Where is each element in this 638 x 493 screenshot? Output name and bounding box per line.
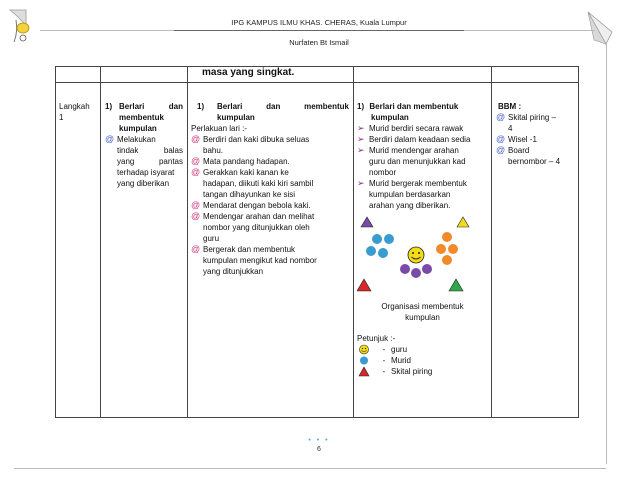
list-item-line: nombor yang ditunjukkan oleh bbox=[203, 223, 310, 232]
content-heading bbox=[105, 101, 183, 112]
continued-text: masa yang singkat. bbox=[202, 67, 295, 78]
list-item bbox=[191, 211, 349, 244]
list-item-line: 4 bbox=[508, 124, 513, 133]
org-heading bbox=[357, 101, 488, 112]
list-item-line: kumpulan mengikut kad nombor bbox=[203, 256, 317, 265]
frame-right-line bbox=[606, 44, 607, 464]
cell-top-empty-4 bbox=[354, 67, 492, 83]
diagram-caption-line-2: kumpulan bbox=[405, 313, 440, 322]
list-item bbox=[191, 167, 349, 200]
content-item-line: Melakukan bbox=[117, 135, 156, 144]
swirl-bullet-icon: @ bbox=[191, 244, 201, 254]
student-circle-legend-icon bbox=[357, 355, 371, 366]
list-item-line: nombor bbox=[369, 168, 397, 177]
list-item-line: Murid mendengar arahan bbox=[369, 146, 459, 155]
legend-row-murid bbox=[357, 355, 488, 366]
materials-title: BBM : bbox=[498, 102, 522, 111]
step-label: Langkah bbox=[59, 102, 90, 111]
page-number: 6 bbox=[317, 446, 321, 453]
swirl-bullet-icon: @ bbox=[191, 134, 201, 144]
list-item-line: tangan dihayunkan ke sisi bbox=[203, 190, 296, 199]
activity-heading-word-2: dan bbox=[266, 102, 281, 111]
cell-step bbox=[56, 83, 101, 418]
org-heading-text: Berlari dan membentuk bbox=[369, 102, 459, 111]
activity-list bbox=[191, 134, 349, 277]
cell-top-empty-5 bbox=[492, 67, 579, 83]
swirl-bullet-icon: @ bbox=[105, 134, 115, 144]
list-item-line: hadapan, diikuti kaki kiri sambil bbox=[203, 179, 314, 188]
swirl-bullet-icon: @ bbox=[496, 145, 506, 155]
legend-label-murid: Murid bbox=[391, 356, 412, 365]
list-item bbox=[357, 178, 488, 211]
legend-row-guru bbox=[357, 344, 488, 355]
cone-triangle-green bbox=[449, 279, 463, 291]
legend-row-skital bbox=[357, 366, 488, 377]
cone-triangle-red bbox=[357, 279, 371, 291]
swirl-bullet-icon: @ bbox=[191, 167, 201, 177]
content-item-line: yang diberikan bbox=[117, 179, 170, 188]
diagram-caption bbox=[357, 301, 488, 323]
legend-label-skital: Skital piring bbox=[391, 367, 433, 376]
list-item bbox=[357, 123, 488, 134]
content-item bbox=[105, 134, 183, 189]
student-teal-2 bbox=[384, 234, 394, 244]
list-item-line: bernombor – 4 bbox=[508, 157, 561, 166]
student-orange-3 bbox=[448, 244, 458, 254]
list-item-line: Mendarat dengan bebola kaki. bbox=[203, 201, 311, 210]
list-item-line: Berdiri dalam keadaan sedia bbox=[369, 135, 471, 144]
list-item-line: Mendengar arahan dan melihat bbox=[203, 212, 315, 221]
org-heading-line-2: kumpulan bbox=[371, 113, 409, 122]
list-item-line: Bergerak dan membentuk bbox=[203, 245, 296, 254]
teacher-smiley-icon bbox=[408, 247, 424, 263]
diagram-caption-line-1: Organisasi membentuk bbox=[381, 302, 464, 311]
arrow-bullet-icon: ➢ bbox=[357, 123, 365, 133]
student-purple-3 bbox=[411, 268, 421, 278]
list-item-line: guru dan menunjukkan kad bbox=[369, 157, 466, 166]
cone-triangle-legend-icon bbox=[357, 366, 371, 377]
list-item bbox=[191, 200, 349, 211]
list-item-line: guru bbox=[203, 234, 220, 243]
list-item bbox=[191, 244, 349, 277]
swirl-bullet-icon: @ bbox=[191, 156, 201, 166]
list-item bbox=[496, 145, 575, 167]
lesson-plan-table bbox=[55, 66, 579, 418]
header-divider bbox=[174, 30, 464, 31]
step-number: 1 bbox=[59, 113, 64, 122]
content-item-line-justified: yang pantas bbox=[117, 157, 183, 166]
content-heading-word-1: Berlari bbox=[119, 102, 145, 111]
list-item bbox=[496, 112, 575, 134]
swirl-bullet-icon: @ bbox=[496, 134, 506, 144]
activity-heading bbox=[191, 101, 349, 112]
list-item bbox=[191, 156, 349, 167]
student-orange-4 bbox=[442, 255, 452, 265]
materials-list bbox=[496, 112, 575, 167]
cell-content bbox=[101, 83, 188, 418]
list-item-line: Berdiri dan kaki dibuka seluas bbox=[203, 135, 310, 144]
activity-number: 1) bbox=[197, 102, 205, 111]
legend-dash: - bbox=[382, 356, 386, 365]
list-item-line: Gerakkan kaki kanan ke bbox=[203, 168, 289, 177]
list-item-line: Board bbox=[508, 146, 530, 155]
activity-heading-word-1: Berlari bbox=[217, 102, 243, 111]
header-author: Nurfaten Bt Ismail bbox=[289, 38, 349, 47]
activity-heading-word-3: membentuk bbox=[304, 102, 349, 111]
list-item bbox=[357, 134, 488, 145]
arrow-bullet-icon: ➢ bbox=[357, 145, 365, 155]
list-item bbox=[191, 134, 349, 156]
student-purple-1 bbox=[400, 264, 410, 274]
list-item bbox=[357, 145, 488, 178]
content-item-line-justified: tindak balas bbox=[117, 146, 183, 155]
cell-top-empty-1 bbox=[56, 67, 101, 83]
student-orange-2 bbox=[436, 244, 446, 254]
cell-top-text bbox=[188, 67, 354, 83]
cell-top-empty-2 bbox=[101, 67, 188, 83]
org-list bbox=[357, 123, 488, 211]
list-item-line: yang ditunjukkan bbox=[203, 267, 264, 276]
footer-dots: • • • bbox=[308, 437, 330, 444]
teacher-smiley-legend-icon bbox=[357, 344, 371, 355]
list-item-line: arahan yang diberikan. bbox=[369, 201, 451, 210]
student-teal-1 bbox=[372, 234, 382, 244]
activity-intro: Perlakuan lari :- bbox=[191, 124, 248, 133]
formation-diagram bbox=[357, 211, 489, 299]
legend-title: Petunjuk :- bbox=[357, 334, 396, 343]
legend-label-guru: guru bbox=[391, 345, 408, 354]
list-item-line: bahu. bbox=[203, 146, 224, 155]
list-item-line: Mata pandang hadapan. bbox=[203, 157, 290, 166]
activity-heading-line-2: kumpulan bbox=[217, 113, 255, 122]
arrow-bullet-icon: ➢ bbox=[357, 178, 365, 188]
list-item-line: Murid bergerak membentuk bbox=[369, 179, 467, 188]
student-purple-2 bbox=[422, 264, 432, 274]
list-item-line: Wisel -1 bbox=[508, 135, 537, 144]
list-item-line: kumpulan berdasarkan bbox=[369, 190, 451, 199]
list-item-line: Skital piring – bbox=[508, 113, 557, 122]
swirl-bullet-icon: @ bbox=[191, 211, 201, 221]
header-institution: IPG KAMPUS ILMU KHAS. CHERAS, Kuala Lumpur bbox=[231, 18, 407, 27]
content-item-line: terhadap isyarat bbox=[117, 168, 175, 177]
student-teal-4 bbox=[378, 248, 388, 258]
cone-triangle-purple bbox=[361, 217, 373, 227]
swirl-bullet-icon: @ bbox=[191, 200, 201, 210]
list-item-line: Murid berdiri secara rawak bbox=[369, 124, 464, 133]
content-heading-line-2: membentuk bbox=[119, 113, 164, 122]
list-item bbox=[496, 134, 575, 145]
swirl-bullet-icon: @ bbox=[496, 112, 506, 122]
cell-organisation bbox=[354, 83, 492, 418]
cell-activity bbox=[188, 83, 354, 418]
content-number: 1) bbox=[105, 102, 113, 111]
legend-dash: - bbox=[382, 367, 386, 376]
org-number: 1) bbox=[357, 102, 365, 111]
arrow-bullet-icon: ➢ bbox=[357, 134, 365, 144]
content-heading-word-2: dan bbox=[168, 102, 183, 111]
cell-materials bbox=[492, 83, 579, 418]
student-teal-3 bbox=[366, 246, 376, 256]
frame-bottom-line bbox=[14, 468, 606, 469]
content-heading-line-3: kumpulan bbox=[119, 124, 157, 133]
student-orange-1 bbox=[442, 232, 452, 242]
cone-triangle-yellow bbox=[457, 217, 469, 227]
legend-dash: - bbox=[382, 345, 386, 354]
